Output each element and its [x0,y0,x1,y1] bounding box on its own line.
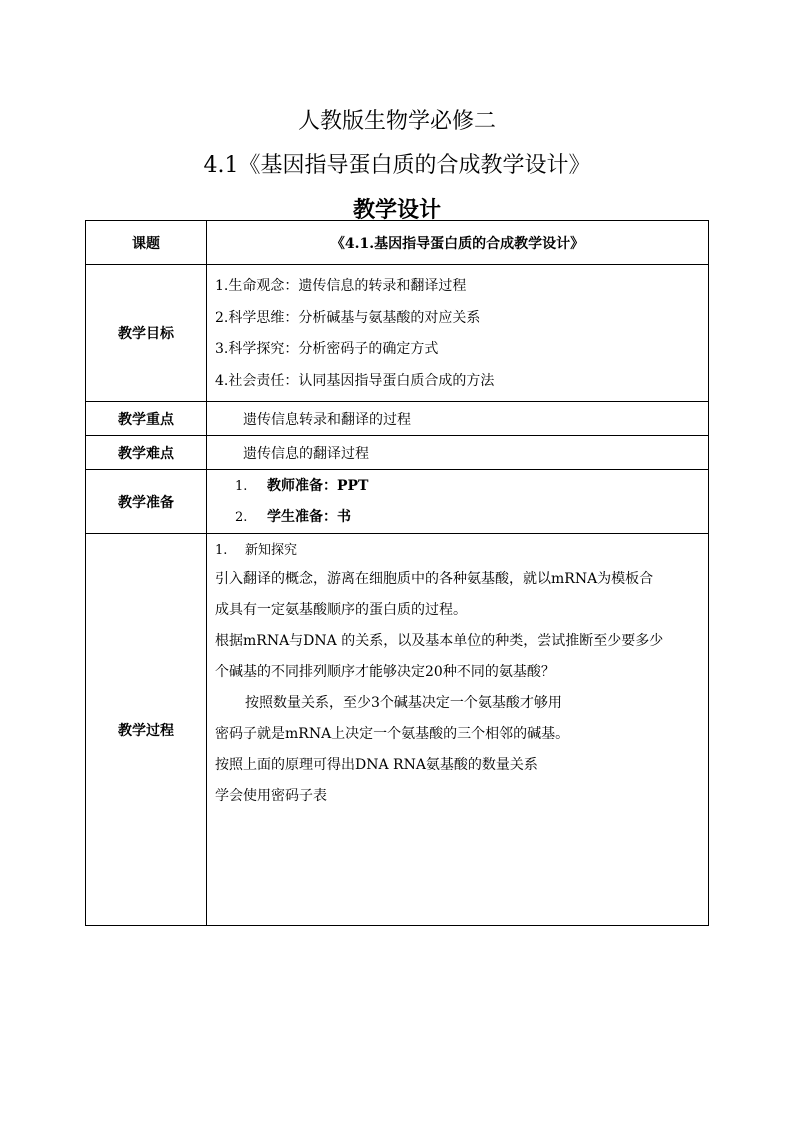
process-label: 教学过程 [86,534,207,926]
topic-label: 课题 [86,221,207,265]
key-points-value: 遗传信息转录和翻译的过程 [207,402,709,436]
lesson-title: 4.1《基因指导蛋白质的合成教学设计》 [203,153,591,178]
key-points-label: 教学重点 [86,402,207,436]
process-line: 密码子就是mRNA上决定一个氨基酸的三个相邻的碱基。 [215,726,570,742]
difficulties-value: 遗传信息的翻译过程 [207,436,709,470]
course-title: 人教版生物学必修二 [297,109,496,134]
section-title: 教学设计 [352,197,441,223]
lesson-plan-table [85,220,709,926]
preparation-item [235,471,708,502]
process-line: 个碱基的不同排列顺序才能够决定20种不同的氨基酸？ [215,664,555,680]
preparation-item [235,502,708,533]
process-line: 根据mRNA与DNA 的关系，以及基本单位的种类，尝试推断至少要多少 [215,633,664,649]
topic-row [86,221,709,265]
preparation-row [86,470,709,534]
process-line: 按照上面的原理可得出DNA RNA氨基酸的数量关系 [215,757,538,773]
objectives-row [86,265,709,402]
preparation-item-text: 学生准备：书 [267,508,351,525]
difficulties-label: 教学难点 [86,436,207,470]
objective-item: 3.科学探究：分析密码子的确定方式 [215,341,439,357]
process-heading-number: 1. [215,543,228,558]
objective-item: 1.生命观念：遗传信息的转录和翻译过程 [215,278,467,294]
document-header [0,100,794,232]
process-heading [215,538,702,564]
preparation-item-number: 1. [235,478,248,494]
process-line: 学会使用密码子表 [215,788,327,804]
process-line: 按照数量关系，至少3个碱基决定一个氨基酸才够用 [245,695,562,711]
difficulties-row [86,436,709,470]
objective-item: 2.科学思维：分析碱基与氨基酸的对应关系 [215,309,481,326]
key-points-row [86,402,709,436]
topic-value: 《4.1.基因指导蛋白质的合成教学设计》 [207,221,709,265]
process-heading-text: 新知探究 [245,543,298,558]
preparation-item-number: 2. [235,509,248,525]
process-line: 引入翻译的概念，游离在细胞质中的各种氨基酸，就以mRNA为模板合 [215,571,654,587]
preparation-list [207,470,709,534]
preparation-item-text: 教师准备：PPT [267,477,369,494]
objective-item: 4.社会责任：认同基因指导蛋白质合成的方法 [215,372,495,389]
objectives-list [207,265,709,402]
process-row [86,534,709,926]
objectives-label: 教学目标 [86,265,207,402]
preparation-label: 教学准备 [86,470,207,534]
process-line: 成具有一定氨基酸顺序的蛋白质的过程。 [215,602,467,618]
process-content [207,534,709,926]
